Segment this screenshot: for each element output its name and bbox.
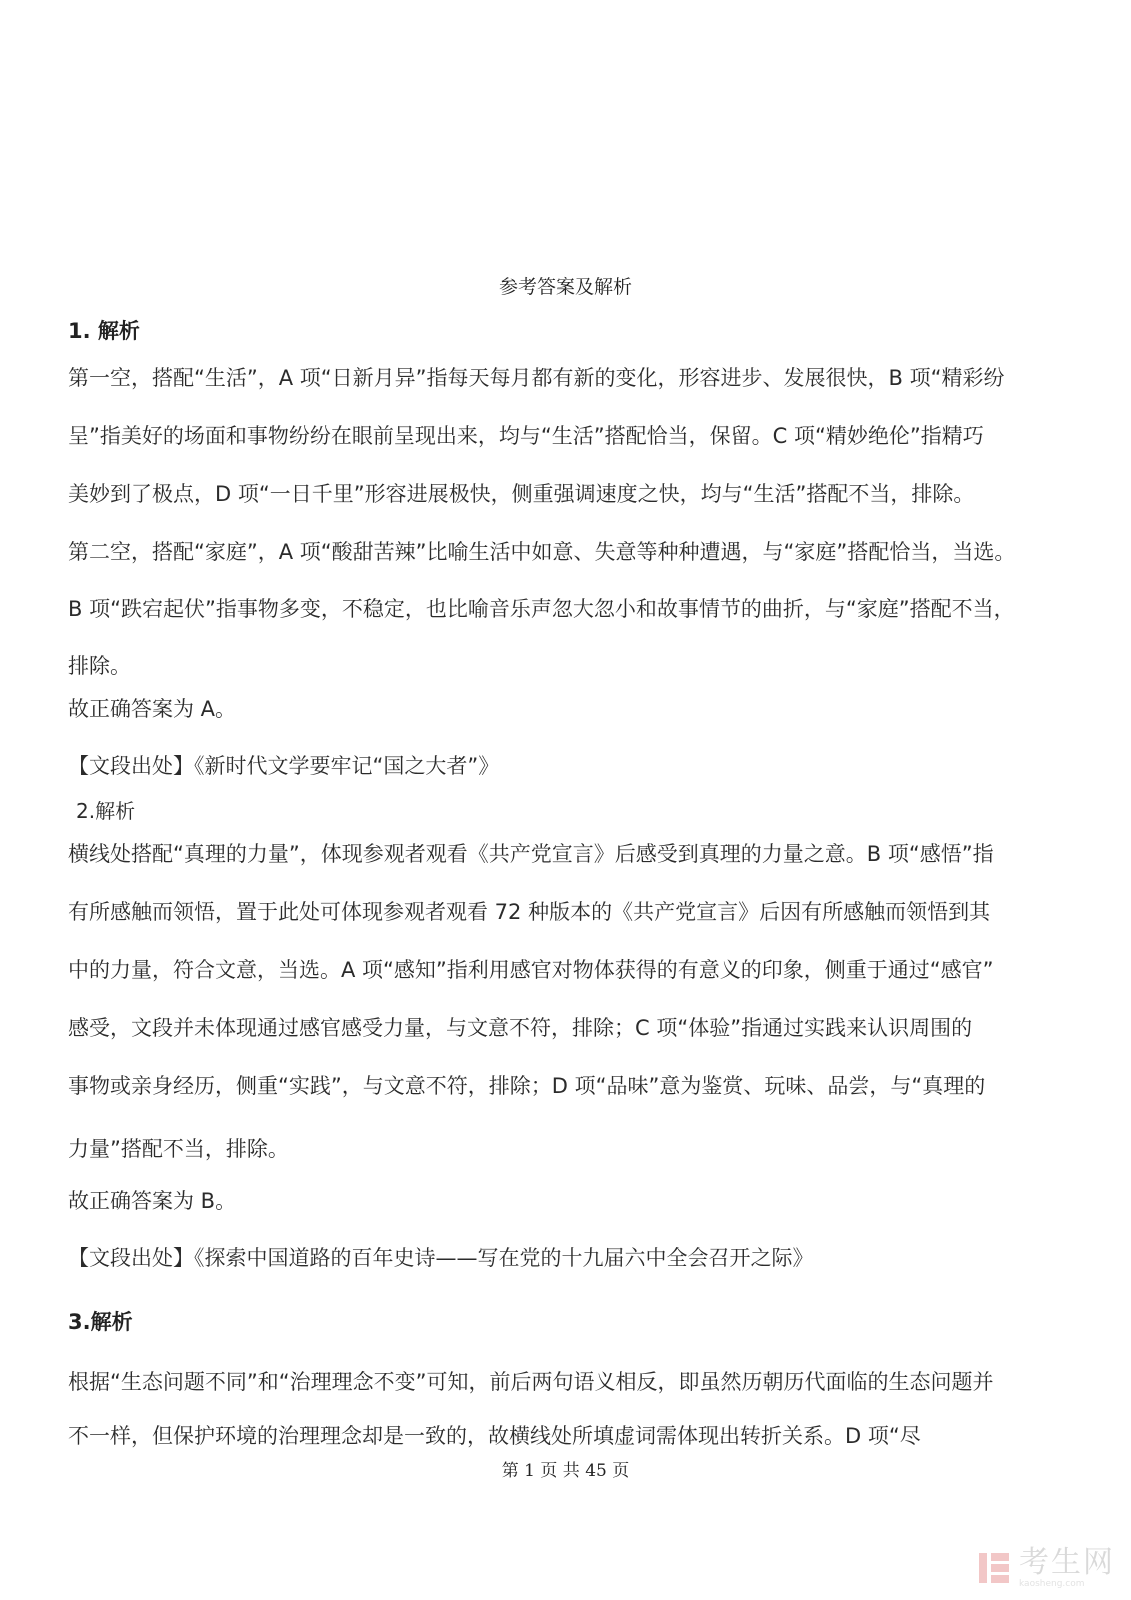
section-1-source: 【文段出处】《新时代文学要牢记“国之大者”》 [68, 754, 500, 778]
section-2-heading: 2.解析 [76, 799, 136, 823]
section-2-line-6: 力量”搭配不当，排除。 [68, 1137, 289, 1161]
section-2-source: 【文段出处】《探索中国道路的百年史诗——写在党的十九届六中全会召开之际》 [68, 1246, 814, 1270]
section-2-line-2: 有所感触而领悟，置于此处可体现参观者观看 72 种版本的《共产党宣言》后因有所感触而领悟到其 [68, 900, 991, 924]
page-footer: 第 1 页 共 45 页 [501, 1461, 630, 1481]
section-2-line-3: 中的力量，符合文意，当选。A 项“感知”指利用感官对物体获得的有意义的印象，侧重于通过“感官” [68, 958, 994, 982]
section-1-line-5: B 项“跌宕起伏”指事物多变，不稳定，也比喻音乐声忽大忽小和故事情节的曲折，与“家庭”搭配不当， [68, 597, 1015, 621]
section-1-line-6: 排除。 [68, 654, 131, 678]
section-2-answer: 故正确答案为 B。 [68, 1189, 237, 1213]
section-2-line-5: 事物或亲身经历，侧重“实践”，与文意不符，排除；D 项“品味”意为鉴赏、玩味、品尝，与“真理的 [68, 1074, 986, 1098]
section-1-line-3: 美妙到了极点，D 项“一日千里”形容进展极快，侧重强调速度之快，均与“生活”搭配不当，排除。 [68, 482, 975, 506]
watermark [975, 1546, 1115, 1590]
section-1-line-4: 第二空，搭配“家庭”，A 项“酸甜苦辣”比喻生活中如意、失意等种种遭遇，与“家庭”搭配恰当，当选。 [68, 540, 1016, 564]
section-3-heading: 3.解析 [68, 1310, 133, 1334]
section-2-line-1: 横线处搭配“真理的力量”，体现参观者观看《共产党宣言》后感受到真理的力量之意。B 项“感悟”指 [68, 842, 994, 866]
section-1-heading: 1. 解析 [68, 319, 140, 343]
section-3-line-1: 根据“生态问题不同”和“治理理念不变”可知，前后两句语义相反，即虽然历朝历代面临的生态问题并 [68, 1370, 994, 1394]
section-1-line-2: 呈”指美好的场面和事物纷纷在眼前呈现出来，均与“生活”搭配恰当，保留。C 项“精妙绝伦”指精巧 [68, 424, 984, 448]
section-2-line-4: 感受，文段并未体现通过感官感受力量，与文意不符，排除；C 项“体验”指通过实践来认识周围的 [68, 1016, 973, 1040]
section-3-line-2: 不一样，但保护环境的治理理念却是一致的，故横线处所填虚词需体现出转折关系。D 项“尽 [68, 1424, 921, 1448]
page-title: 参考答案及解析 [498, 276, 632, 298]
watermark-logo-icon [975, 1549, 1013, 1587]
watermark-brand: 考生网 [1019, 1544, 1115, 1580]
section-1-line-1: 第一空，搭配“生活”，A 项“日新月异”指每天每月都有新的变化，形容进步、发展很快，B 项“精彩纷 [68, 366, 1005, 390]
section-1-answer: 故正确答案为 A。 [68, 697, 237, 721]
watermark-url: kaosheng.com [1019, 1578, 1085, 1589]
